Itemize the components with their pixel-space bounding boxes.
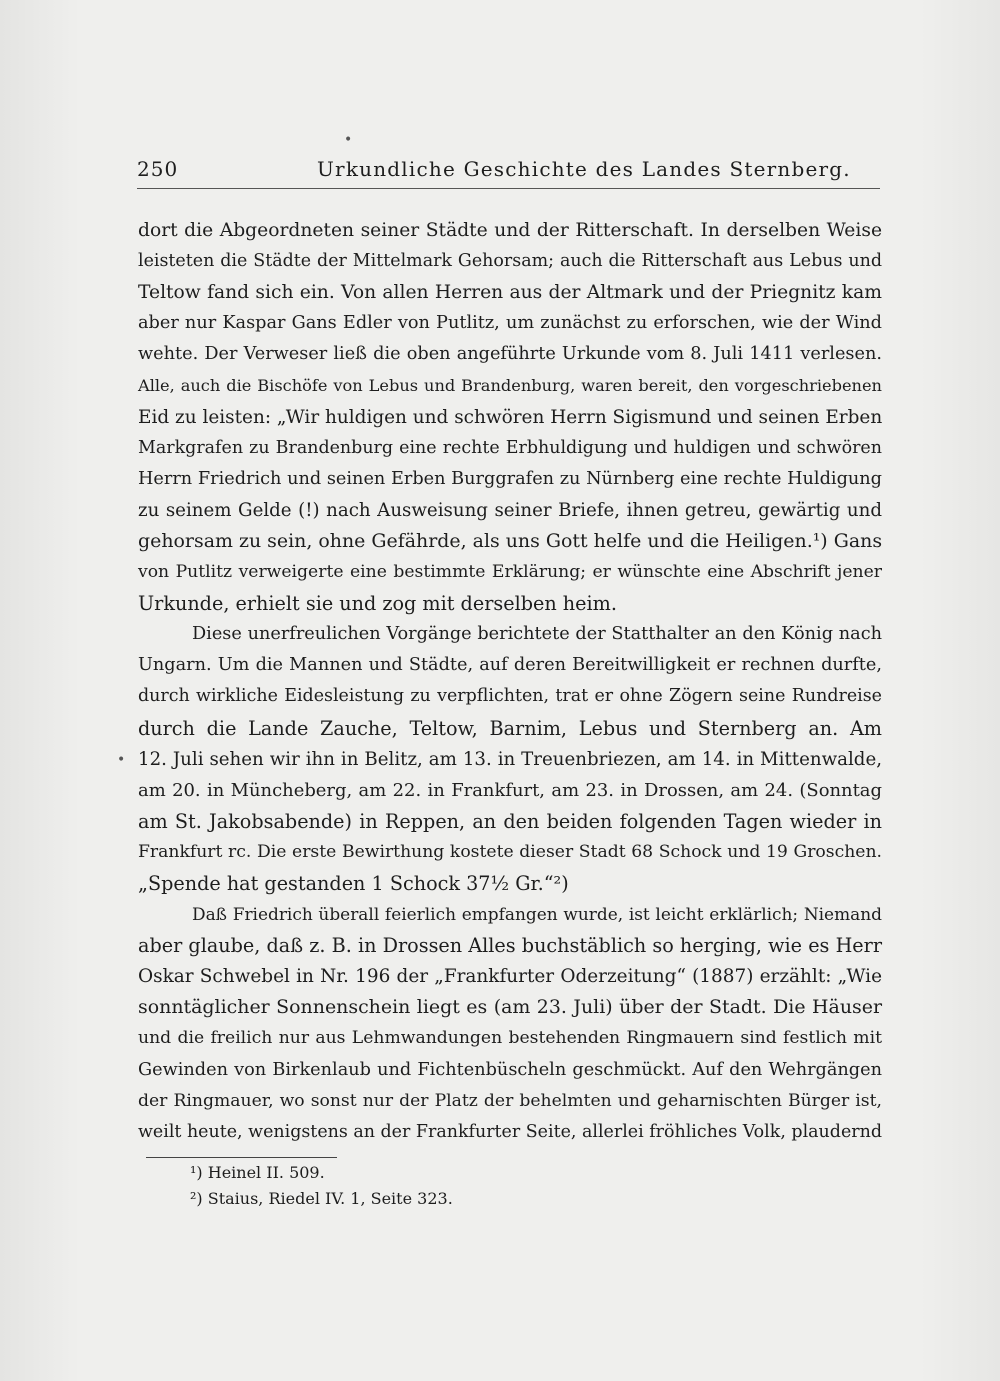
header-rule (137, 188, 880, 189)
text-line: wehte. Der Verweser ließ die oben angeführte Urkunde vom 8. Juli 1411 verlesen. (138, 344, 882, 365)
text-line: aber glaube, daß z. B. in Drossen Alles buchstäblich so herging, wie es Herr (138, 934, 882, 958)
text-line: durch die Lande Zauche, Teltow, Barnim, Lebus und Sternberg an. Am (138, 716, 882, 740)
footnote: ²) Staius, Riedel IV. 1, Seite 323. (190, 1189, 453, 1208)
text-line: Oskar Schwebel in Nr. 196 der „Frankfurter Oderzeitung“ (1887) erzählt: „Wie (138, 966, 882, 988)
text-line: der Ringmauer, wo sonst nur der Platz der behelmten und geharnischten Bürger ist, (138, 1090, 882, 1111)
text-line: aber nur Kaspar Gans Edler von Putlitz, um zunächst zu erforschen, wie der Wind (138, 313, 882, 334)
footnotes (190, 1160, 790, 1212)
text-line: Eid zu leisten: „Wir huldigen und schwören Herrn Sigismund und seinen Erben (138, 406, 883, 428)
text-line: und die freilich nur aus Lehmwandungen bestehenden Ringmauern sind festlich mit (138, 1028, 882, 1049)
ink-speck: • (344, 132, 353, 148)
text-line: Gewinden von Birkenlaub und Fichtenbüscheln geschmückt. Auf den Wehrgängen (138, 1059, 882, 1080)
text-line: am St. Jakobsabende) in Reppen, an den beiden folgenden Tagen wieder in (138, 809, 882, 833)
text-line: von Putlitz verweigerte eine bestimmte Erklärung; er wünschte eine Abschrift jener (138, 562, 882, 583)
text-line: Teltow fand sich ein. Von allen Herren aus der Altmark und der Priegnitz kam (138, 282, 882, 304)
text-line: sonntäglicher Sonnenschein liegt es (am 23. Juli) über der Stadt. Die Häuser (138, 996, 882, 1019)
text-line: durch wirkliche Eidesleistung zu verpflichten, trat er ohne Zögern seine Rundreise (138, 686, 882, 707)
footnote: ¹) Heinel II. 509. (190, 1163, 325, 1182)
text-line: 12. Juli sehen wir ihn in Belitz, am 13. in Treuenbriezen, am 14. in Mittenwalde, (138, 748, 882, 770)
text-line: Alle, auch die Bischöfe von Lebus und Brandenburg, waren bereit, den vorgeschriebenen (138, 376, 882, 396)
text-line: Diese unerfreulichen Vorgänge berichtete der Statthalter an den König nach (192, 624, 882, 645)
text-line: leisteten die Städte der Mittelmark Gehorsam; auch die Ritterschaft aus Lebus und (138, 251, 882, 272)
page-header (137, 157, 880, 191)
text-line: Ungarn. Um die Mannen und Städte, auf deren Bereitwilligkeit er rechnen durfte, (138, 655, 882, 676)
text-line: Urkunde, erhielt sie und zog mit derselben heim. (138, 592, 617, 616)
text-line: dort die Abgeordneten seiner Städte und der Ritterschaft. In derselben Weise (138, 220, 882, 241)
page-number: 250 (137, 157, 179, 181)
text-line: Frankfurt rc. Die erste Bewirthung kostete dieser Stadt 68 Schock und 19 Groschen. (138, 841, 882, 862)
text-line: „Spende hat gestanden 1 Schock 37½ Gr.“²) (138, 871, 569, 895)
ink-speck: • (117, 752, 126, 768)
text-line: gehorsam zu sein, ohne Gefährde, als uns Gott helfe und die Heiligen.¹) Gans (138, 529, 883, 552)
text-line: Herrn Friedrich und seinen Erben Burggrafen zu Nürnberg eine rechte Huldigung (138, 468, 882, 489)
text-line: Markgrafen zu Brandenburg eine rechte Erbhuldigung und huldigen und schwören (138, 437, 882, 458)
text-line: zu seinem Gelde (!) nach Ausweisung seiner Briefe, ihnen getreu, gewärtig und (138, 499, 882, 521)
body-text (138, 215, 882, 1148)
footnote-rule (146, 1157, 337, 1158)
running-title: Urkundliche Geschichte des Landes Sternberg. (317, 157, 851, 181)
text-line: am 20. in Müncheberg, am 22. in Frankfurt, am 23. in Drossen, am 24. (Sonntag (138, 779, 882, 801)
text-line: weilt heute, wenigstens an der Frankfurter Seite, allerlei fröhliches Volk, plaudernd (138, 1121, 882, 1142)
text-line: Daß Friedrich überall feierlich empfangen wurde, ist leicht erklärlich; Niemand (192, 904, 882, 925)
